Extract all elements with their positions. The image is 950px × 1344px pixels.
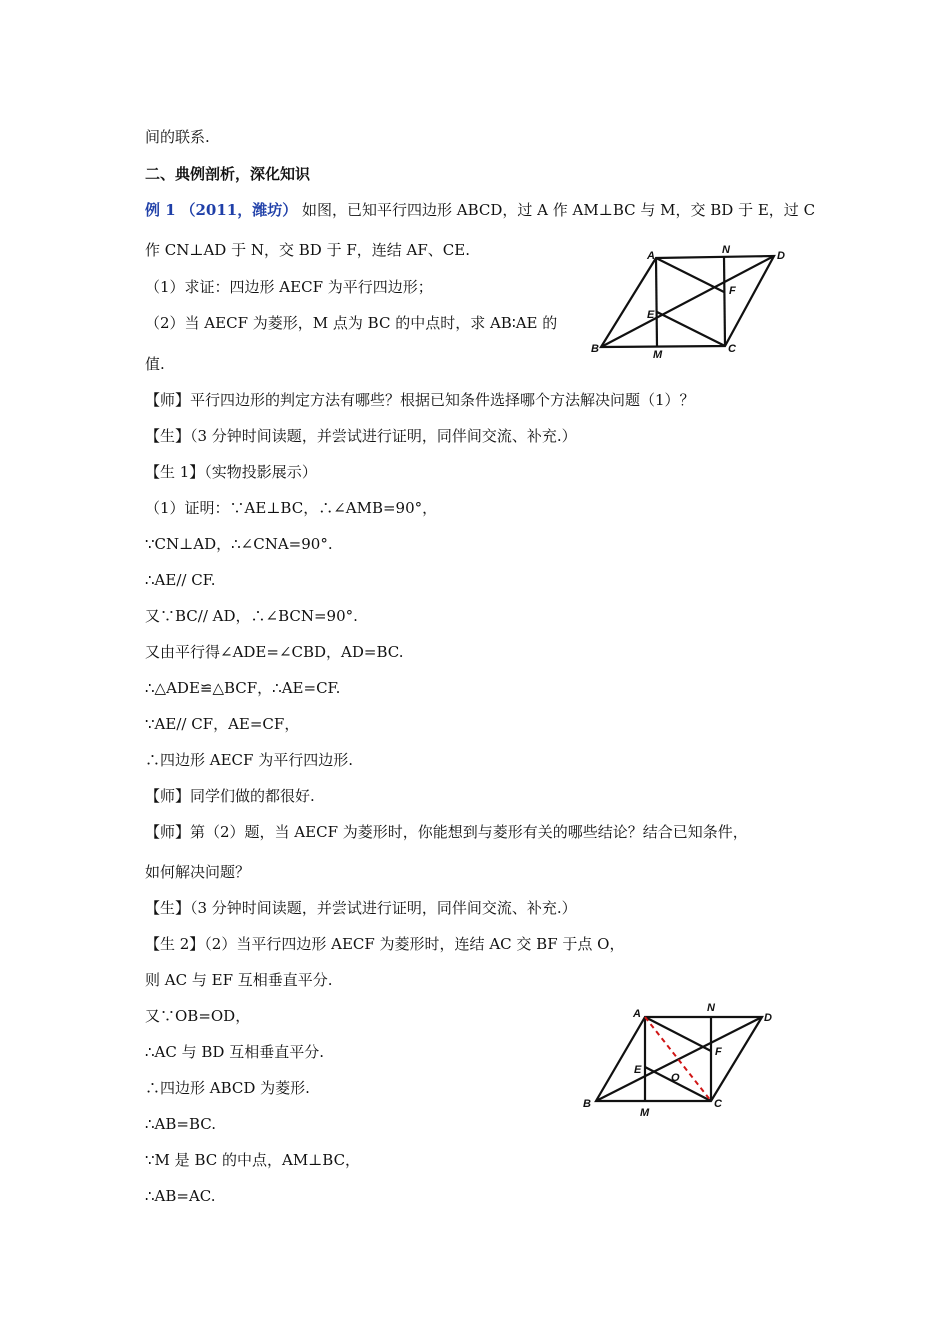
student-2-line: 【生 2】（2）当平行四边形 AECF 为菱形时，连结 AC 交 BF 于点 O， [145,935,625,953]
proof-line: ∵AE// CF，AE=CF， [145,715,300,733]
label-D: D [764,1012,772,1024]
section-heading: 二、典例剖析，深化知识 [145,165,311,183]
proof-line: ∴AB=BC. [145,1115,216,1133]
proof-line: （1）证明：∵AE⊥BC，∴∠AMB=90°， [145,499,438,517]
label-O: O [671,1072,680,1084]
label-F: F [715,1046,722,1058]
proof-line: ∴AC 与 BD 互相垂直平分. [145,1043,324,1061]
teacher-line: 【师】同学们做的都很好. [145,787,315,805]
label-F: F [729,285,736,297]
label-M: M [640,1107,650,1119]
proof-line: 又由平行得∠ADE=∠CBD，AD=BC. [145,643,404,661]
parallelogram-figure-2 [577,997,787,1127]
label-C: C [728,343,736,355]
proof-line: ∴四边形 AECF 为平行四边形. [145,751,353,769]
text-line: 间的联系. [145,128,210,146]
example-1-line [145,200,815,220]
student-1-line: 【生 1】（实物投影展示） [145,463,317,481]
proof-line: ∴△ADE≌△BCF，∴AE=CF. [145,679,341,697]
proof-line: ∴AE// CF. [145,571,216,589]
label-B: B [591,343,599,355]
question-1: （1）求证：四边形 AECF 为平行四边形； [145,278,433,296]
proof-line: ∵CN⊥AD，∴∠CNA=90°. [145,535,333,553]
label-C: C [714,1098,722,1110]
student-line: 【生】（3 分钟时间读题，并尝试进行证明，同伴间交流、补充.） [145,899,577,917]
text-line: 值. [145,355,165,373]
label-E: E [634,1064,642,1076]
teacher-line: 【师】平行四边形的判定方法有哪些？根据已知条件选择哪个方法解决问题（1）？ [145,391,695,409]
label-N: N [707,1002,715,1014]
label-B: B [583,1098,591,1110]
text-line: 作 CN⊥AD 于 N，交 BD 于 F，连结 AF、CE. [145,241,470,259]
label-A: A [633,1008,641,1020]
label-M: M [653,349,663,361]
label-N: N [722,244,730,256]
parallelogram-figure-1 [588,240,798,365]
proof-line: ∴AB=AC. [145,1187,216,1205]
label-E: E [647,309,655,321]
example-source: （2011，潍坊） [180,201,298,219]
proof-line: ∵M 是 BC 的中点，AM⊥BC， [145,1151,361,1169]
proof-line: 又∵OB=OD， [145,1007,251,1025]
proof-line: 又∵BC// AD，∴∠BCN=90°. [145,607,358,625]
proof-line: 则 AC 与 EF 互相垂直平分. [145,971,333,989]
teacher-line: 【师】第（2）题，当 AECF 为菱形时，你能想到与菱形有关的哪些结论？结合已知条件， [145,823,748,841]
label-A: A [647,250,655,262]
example-text: 如图，已知平行四边形 ABCD，过 A 作 AM⊥BC 与 M，交 BD 于 E，过 C [301,201,816,219]
label-D: D [777,250,785,262]
proof-line: ∴四边形 ABCD 为菱形. [145,1079,310,1097]
question-2: （2）当 AECF 为菱形，M 点为 BC 的中点时，求 AB∶AE 的 [145,314,558,332]
student-line: 【生】（3 分钟时间读题，并尝试进行证明，同伴间交流、补充.） [145,427,577,445]
example-label: 例 1 [145,201,176,219]
text-line: 如何解决问题？ [145,863,251,881]
